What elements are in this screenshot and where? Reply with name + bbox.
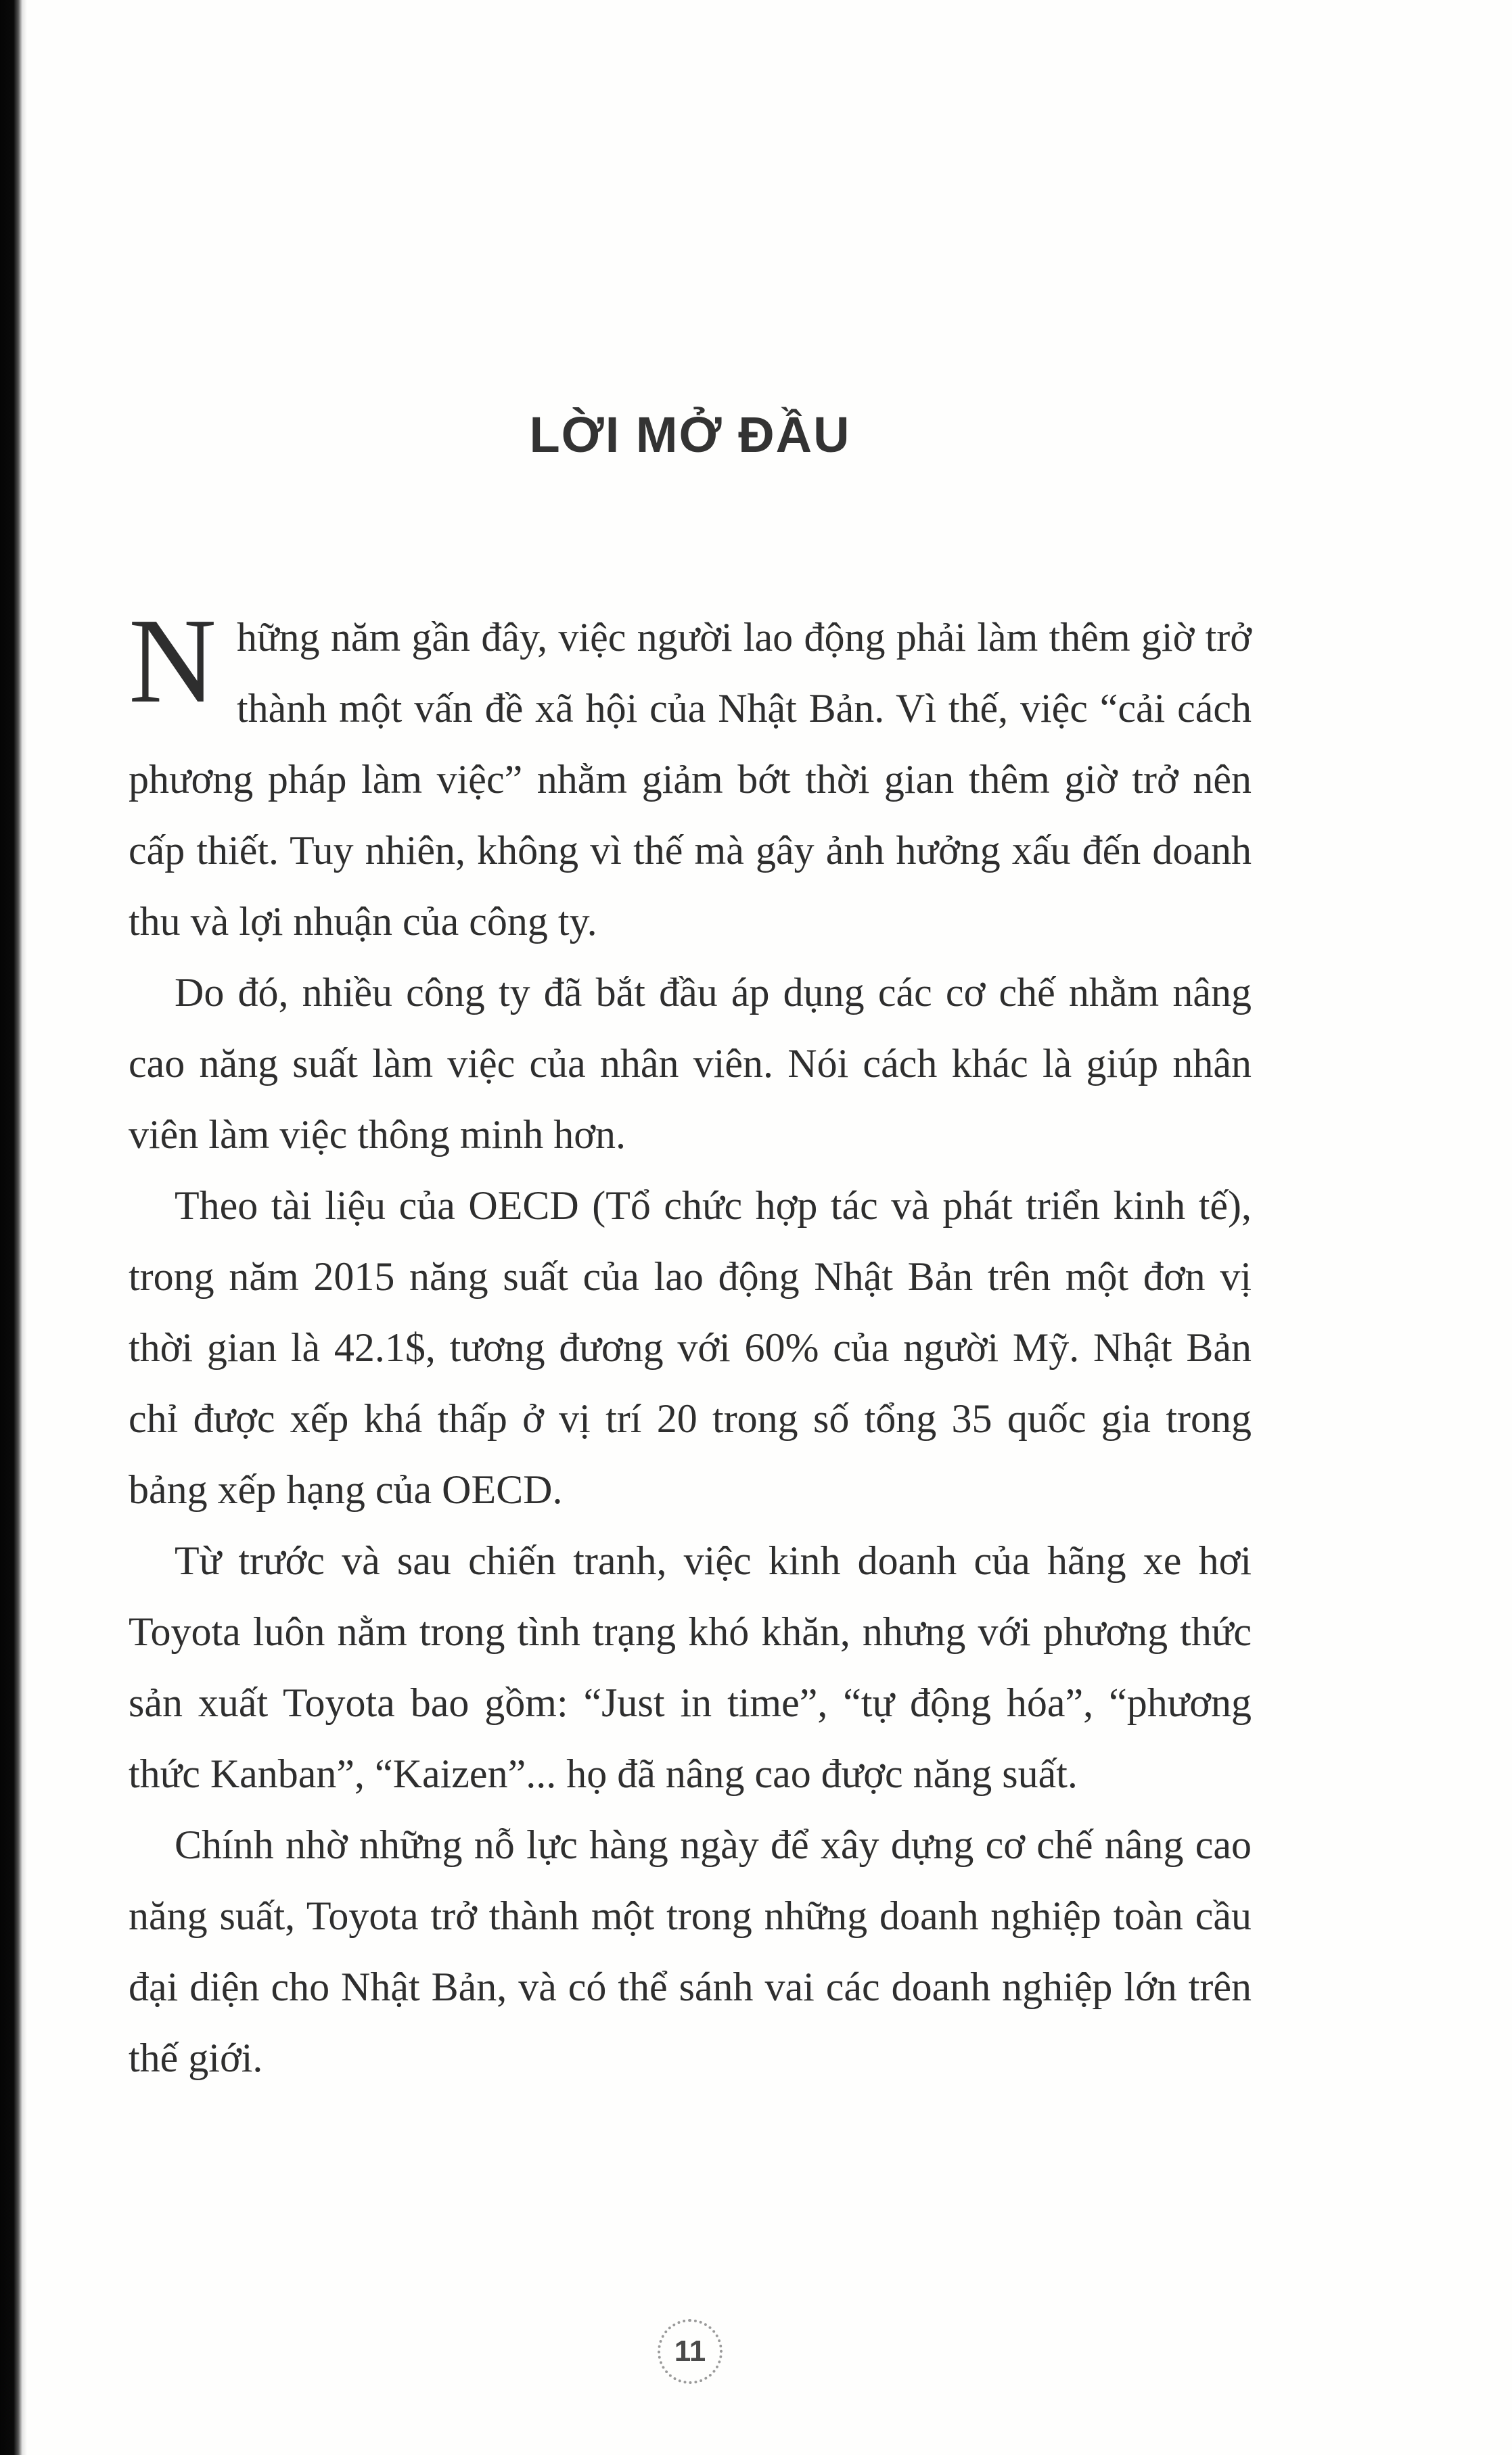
spine-shadow	[0, 0, 27, 2455]
page-number-badge	[658, 2319, 723, 2384]
paragraph	[129, 593, 1252, 957]
paragraph: Từ trước và sau chiến tranh, việc kinh doanh của hãng xe hơi Toyota luôn nằm trong tình trạng khó khăn, nhưng với phương thức sản xuất Toyota bao gồm: “Just in time”, “tự động hóa”, “phương thức Kanban”, “Kaizen”... họ đã nâng cao được năng suất.	[129, 1538, 1252, 1796]
page-number: 11	[674, 2335, 706, 2368]
paragraph-text: hững năm gần đây, việc người lao động phải làm thêm giờ trở thành một vấn đề xã hội của Nhật Bản. Vì thế, việc “cải cách phương pháp làm việc” nhằm giảm bớt thời gian thêm giờ trở nên cấp thiết. Tuy nhiên, không vì thế mà gây ảnh hưởng xấu đến doanh thu và lợi nhuận của công ty.	[129, 615, 1252, 944]
drop-cap: N	[129, 593, 216, 728]
page-footer	[129, 2319, 1252, 2384]
paragraph: Theo tài liệu của OECD (Tổ chức hợp tác và phát triển kinh tế), trong năm 2015 năng suất của lao động Nhật Bản trên một đơn vị thời gian là 42.1$, tương đương với 60% của người Mỹ. Nhật Bản chỉ được xếp khá thấp ở vị trí 20 trong số tổng 35 quốc gia trong bảng xếp hạng của OECD.	[129, 1183, 1252, 1512]
page-content	[129, 0, 1252, 2094]
body-text	[129, 593, 1252, 2094]
paragraph: Do đó, nhiều công ty đã bắt đầu áp dụng các cơ chế nhằm nâng cao năng suất làm việc của nhân viên. Nói cách khác là giúp nhân viên làm việc thông minh hơn.	[129, 970, 1252, 1157]
page-title: LỜI MỞ ĐẦU	[529, 407, 851, 463]
paragraph: Chính nhờ những nỗ lực hàng ngày để xây dựng cơ chế nâng cao năng suất, Toyota trở thành một trong những doanh nghiệp toàn cầu đại diện cho Nhật Bản, và có thể sánh vai các doanh nghiệp lớn trên thế giới.	[129, 1822, 1252, 2080]
